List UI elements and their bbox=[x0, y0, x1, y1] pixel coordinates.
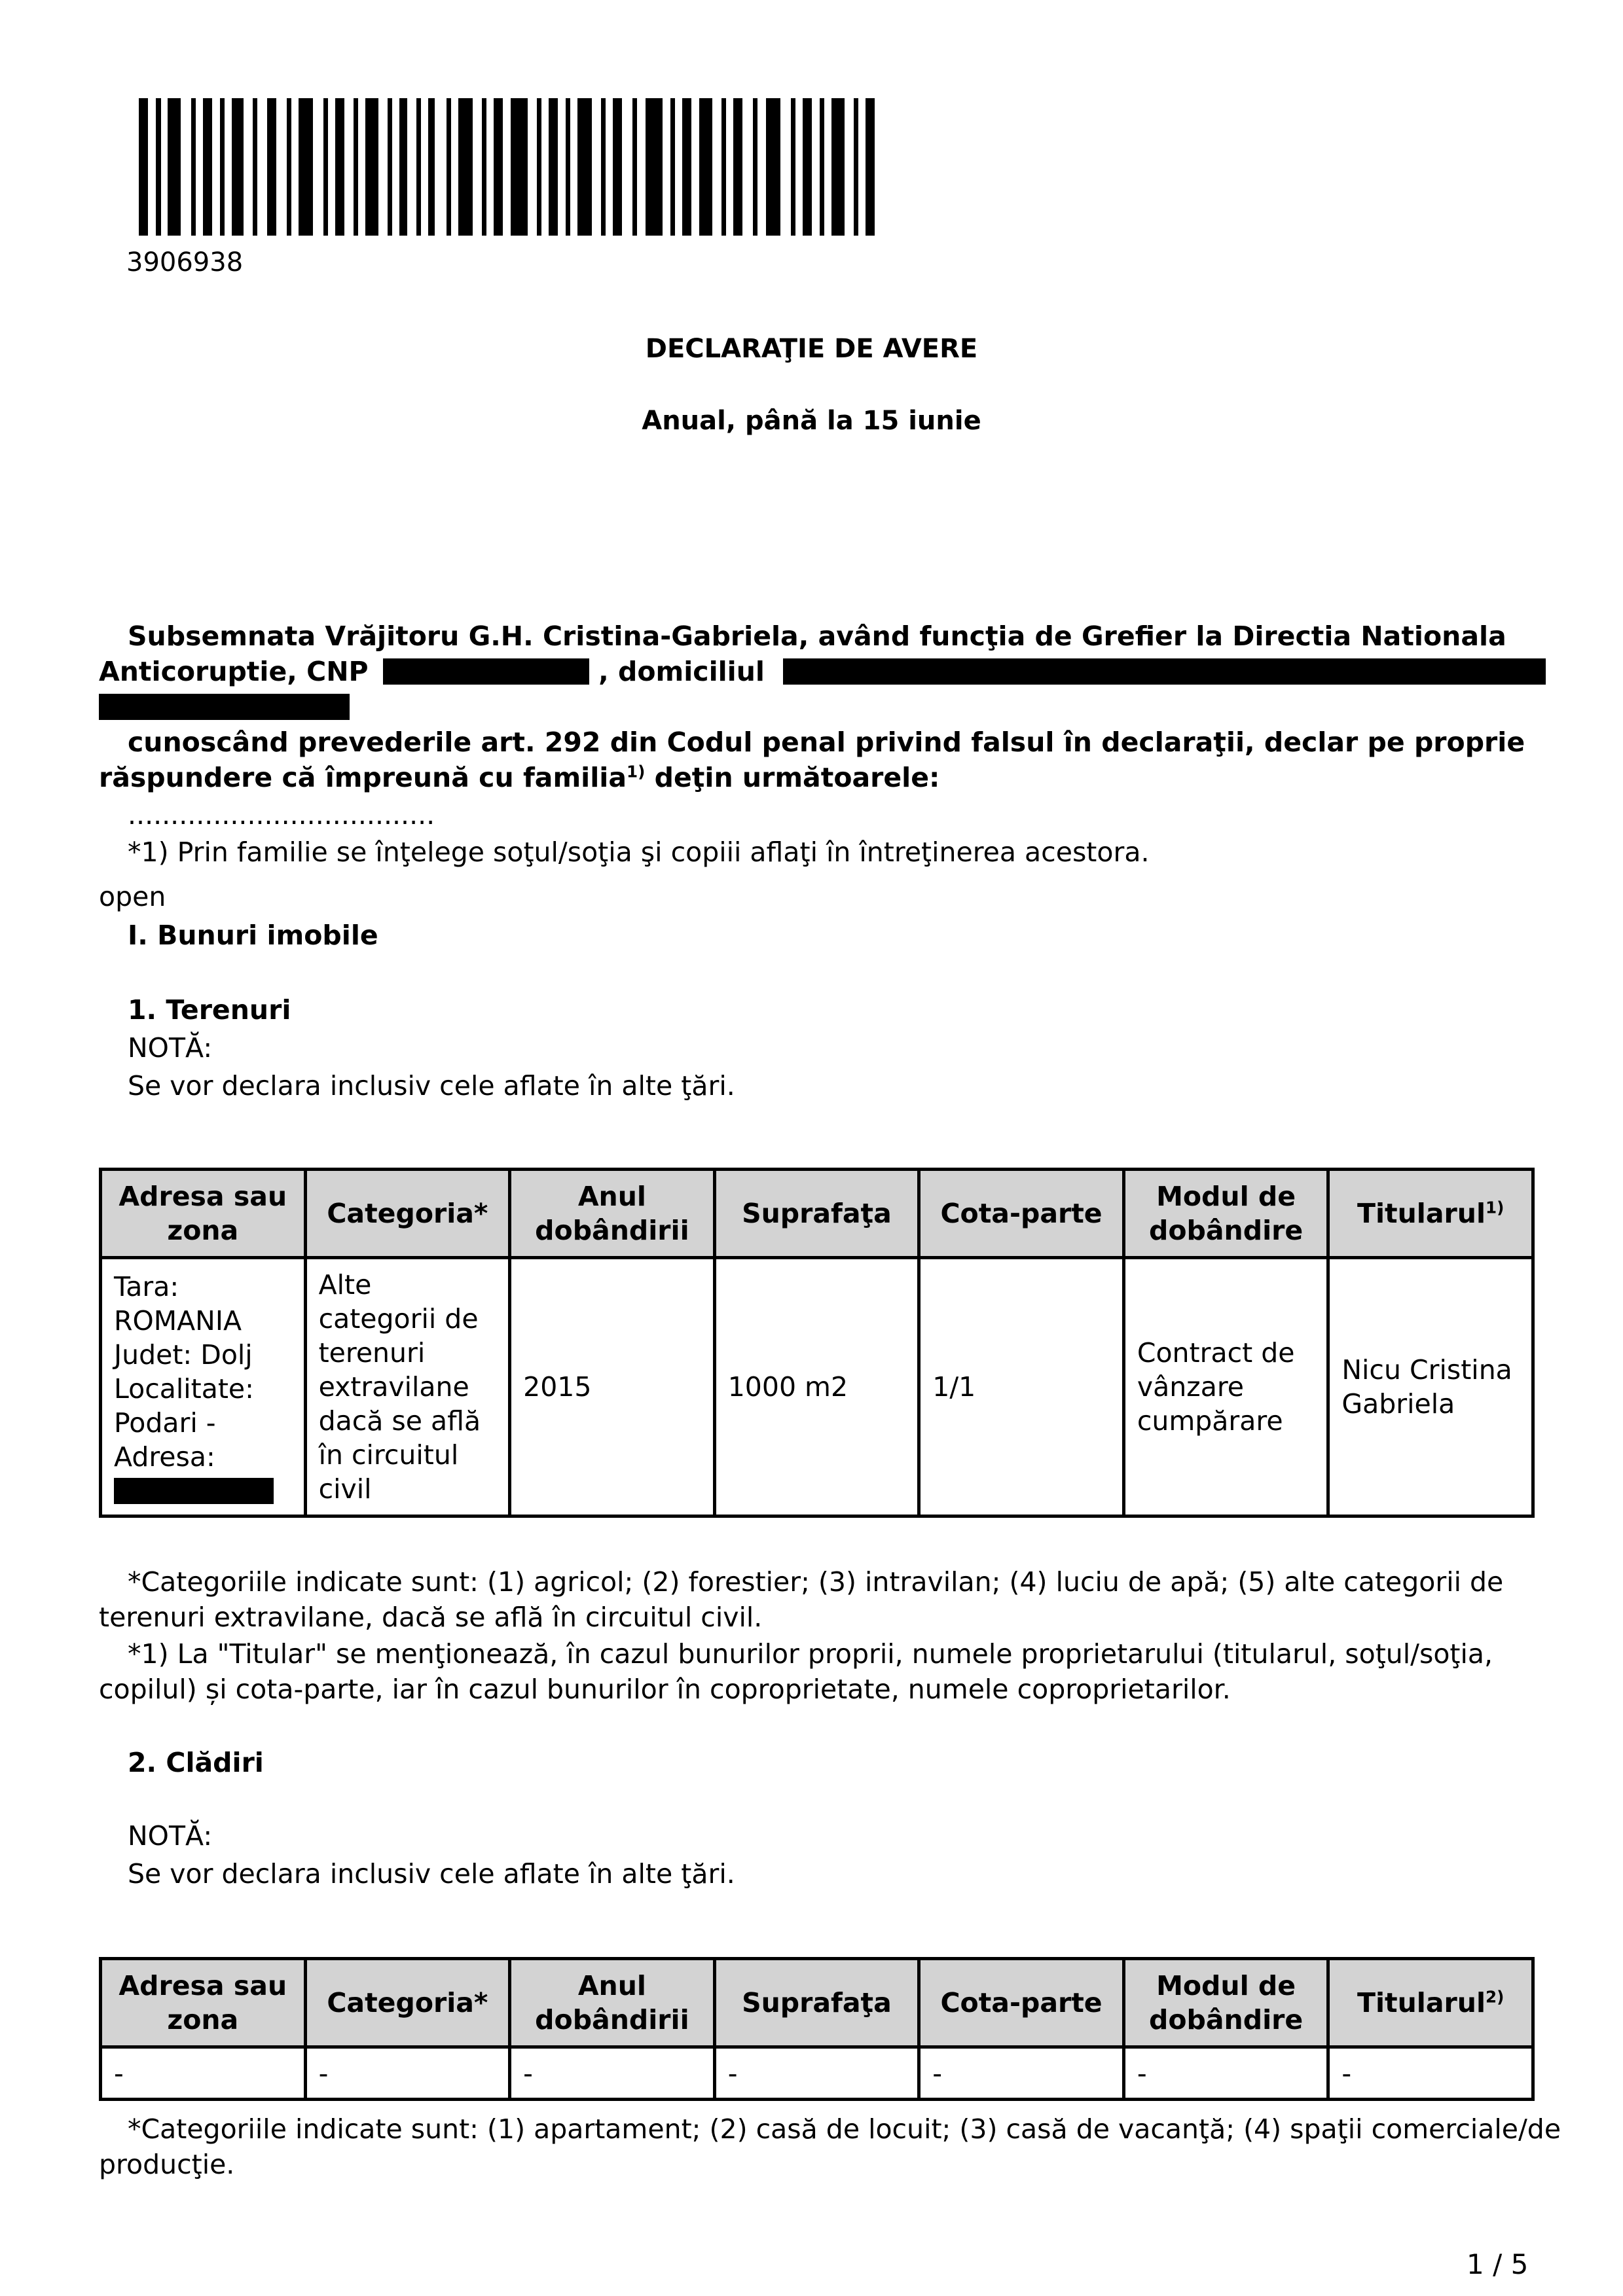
intro-line-4: cunoscând prevederile art. 292 din Codul penal privind falsul în declaraţii, declar pe proprie bbox=[128, 726, 1525, 758]
barcode-bar bbox=[354, 98, 358, 236]
redacted-domicile-cont bbox=[99, 694, 350, 720]
col-header-address: Adresa sau zona bbox=[101, 1170, 306, 1258]
cell-category: - bbox=[305, 2047, 510, 2100]
col-header-share: Cota-parte bbox=[919, 1170, 1124, 1258]
cell-area: 1000 m2 bbox=[714, 1258, 919, 1516]
barcode-bar bbox=[854, 98, 858, 236]
subsection-terenuri: 1. Terenuri bbox=[128, 994, 291, 1026]
cell-holder: Nicu Cristina Gabriela bbox=[1328, 1258, 1533, 1516]
family-footnote: *1) Prin familie se înţelege soţul/soţia şi copiii aflaţi în întreţinerea acestora. bbox=[128, 836, 1150, 868]
barcode-bar bbox=[447, 98, 451, 236]
intro-line-2 bbox=[99, 654, 1546, 689]
col-header-mode: Modul de dobândire bbox=[1123, 1959, 1328, 2047]
barcode-bar bbox=[566, 98, 570, 236]
titular-note-2: copilul) și cota-parte, iar în cazul bunurilor în coproprietate, numele coproprietarilor. bbox=[99, 1674, 1231, 1705]
building-category-note-1: *Categoriile indicate sunt: (1) apartament; (2) casă de locuit; (3) casă de vacanţă; (4) spaţii comerciale/de bbox=[128, 2113, 1561, 2145]
cell-mode: Contract de vânzare cumpărare bbox=[1123, 1258, 1328, 1516]
barcode-bar bbox=[335, 98, 344, 236]
section-heading-imobile: I. Bunuri imobile bbox=[128, 920, 378, 951]
barcode bbox=[139, 98, 885, 236]
barcode-bar bbox=[613, 98, 622, 236]
redacted-cnp bbox=[383, 658, 589, 685]
barcode-bar bbox=[511, 98, 528, 236]
barcode-number: 3906938 bbox=[126, 247, 244, 278]
land-table bbox=[99, 1168, 1535, 1518]
barcode-bar bbox=[416, 98, 421, 236]
barcode-bar bbox=[721, 98, 726, 236]
barcode-bar bbox=[803, 98, 812, 236]
footnote-ref: 1) bbox=[627, 762, 646, 781]
barcode-bar bbox=[632, 98, 637, 236]
titular-note-1: *1) La "Titular" se menţionează, în cazul bunurilor proprii, numele proprietarului (titularul, soţul/soţia, bbox=[128, 1638, 1493, 1670]
building-table-header-row bbox=[101, 1959, 1533, 2047]
cell-mode: - bbox=[1123, 2047, 1328, 2100]
col-header-area: Suprafaţa bbox=[714, 1959, 919, 2047]
barcode-bar bbox=[168, 98, 181, 236]
col-header-mode: Modul de dobândire bbox=[1123, 1170, 1328, 1258]
nota-label-2: NOTĂ: bbox=[128, 1820, 213, 1852]
cell-year: - bbox=[510, 2047, 715, 2100]
nota-text-1: Se vor declara inclusiv cele aflate în alte ţări. bbox=[128, 1070, 735, 1102]
barcode-bar bbox=[267, 98, 276, 236]
building-category-note-2: producţie. bbox=[99, 2149, 235, 2180]
cell-share: - bbox=[919, 2047, 1124, 2100]
barcode-bar bbox=[482, 98, 486, 236]
cell-holder: - bbox=[1328, 2047, 1533, 2100]
col-header-holder: Titularul$^{1)}$ bbox=[1328, 1170, 1533, 1258]
barcode-bar bbox=[494, 98, 503, 236]
nota-label-1: NOTĂ: bbox=[128, 1032, 213, 1064]
page-indicator: 1 / 5 bbox=[1467, 2248, 1529, 2280]
barcode-bar bbox=[232, 98, 244, 236]
barcode-bar bbox=[220, 98, 225, 236]
col-header-category: Categoria* bbox=[305, 1170, 510, 1258]
open-label: open bbox=[99, 881, 166, 912]
cell-address: - bbox=[101, 2047, 306, 2100]
cell-category: Alte categorii de terenuri extravilane dacă se află în circuitul civil bbox=[305, 1258, 510, 1516]
barcode-bar bbox=[428, 98, 435, 236]
intro-cnp-label: Anticoruptie, CNP bbox=[99, 656, 369, 687]
barcode-bar bbox=[323, 98, 328, 236]
barcode-bar bbox=[191, 98, 196, 236]
col-header-holder: Titularul$^{2)}$ bbox=[1328, 1959, 1533, 2047]
barcode-bar bbox=[670, 98, 675, 236]
barcode-bar bbox=[139, 98, 148, 236]
land-category-note-1: *Categoriile indicate sunt: (1) agricol; (2) forestier; (3) intravilan; (4) luciu de apă; (5) alte categorii de bbox=[128, 1566, 1504, 1598]
intro-line-1: Subsemnata Vrăjitoru G.H. Cristina-Gabriela, având funcţia de Grefier la Directia Nationala bbox=[128, 620, 1506, 652]
barcode-bar bbox=[287, 98, 291, 236]
intro-dots: .................................... bbox=[128, 799, 435, 831]
col-header-year: Anul dobândirii bbox=[510, 1170, 715, 1258]
cell-year: 2015 bbox=[510, 1258, 715, 1516]
land-category-note-2: terenuri extravilane, dacă se află în circuitul civil. bbox=[99, 1602, 763, 1633]
col-header-category: Categoria* bbox=[305, 1959, 510, 2047]
barcode-bar bbox=[549, 98, 558, 236]
barcode-bar bbox=[203, 98, 212, 236]
intro-line-5: răspundere că împreună cu familia$^{1)}$ deţin următoarele: bbox=[99, 762, 940, 793]
col-header-area: Suprafaţa bbox=[714, 1170, 919, 1258]
barcode-bar bbox=[156, 98, 161, 236]
barcode-bar bbox=[866, 98, 875, 236]
barcode-bar bbox=[365, 98, 378, 236]
col-header-year: Anul dobândirii bbox=[510, 1959, 715, 2047]
page-subtitle: Anual, până la 15 iunie bbox=[642, 406, 981, 436]
nota-text-2: Se vor declara inclusiv cele aflate în alte ţări. bbox=[128, 1858, 735, 1890]
intro-domicile-label: , domiciliul bbox=[598, 656, 765, 687]
cell-share: 1/1 bbox=[919, 1258, 1124, 1516]
cell-area: - bbox=[714, 2047, 919, 2100]
barcode-bar bbox=[733, 98, 742, 236]
barcode-bar bbox=[646, 98, 663, 236]
redacted-address bbox=[114, 1478, 274, 1504]
barcode-bar bbox=[831, 98, 845, 236]
barcode-bar bbox=[577, 98, 592, 236]
redacted-domicile bbox=[783, 658, 1546, 685]
table-row bbox=[101, 1258, 1533, 1516]
barcode-bar bbox=[388, 98, 392, 236]
barcode-bar bbox=[820, 98, 824, 236]
col-header-share: Cota-parte bbox=[919, 1959, 1124, 2047]
barcode-bar bbox=[766, 98, 780, 236]
barcode-bar bbox=[791, 98, 795, 236]
col-header-address: Adresa sau zona bbox=[101, 1959, 306, 2047]
barcode-bar bbox=[601, 98, 606, 236]
barcode-bar bbox=[458, 98, 473, 236]
barcode-bar bbox=[753, 98, 757, 236]
table-row bbox=[101, 2047, 1533, 2100]
barcode-bar bbox=[299, 98, 313, 236]
barcode-bar bbox=[399, 98, 407, 236]
barcode-bar bbox=[699, 98, 712, 236]
cell-address: Tara: ROMANIA Judet: Dolj Localitate: Podari - Adresa: bbox=[101, 1258, 306, 1516]
building-table bbox=[99, 1957, 1535, 2101]
subsection-cladiri: 2. Clădiri bbox=[128, 1747, 264, 1778]
land-table-header-row bbox=[101, 1170, 1533, 1258]
barcode-bar bbox=[537, 98, 541, 236]
barcode-bar bbox=[682, 98, 691, 236]
barcode-bar bbox=[253, 98, 257, 236]
page-title: DECLARAŢIE DE AVERE bbox=[645, 334, 978, 364]
